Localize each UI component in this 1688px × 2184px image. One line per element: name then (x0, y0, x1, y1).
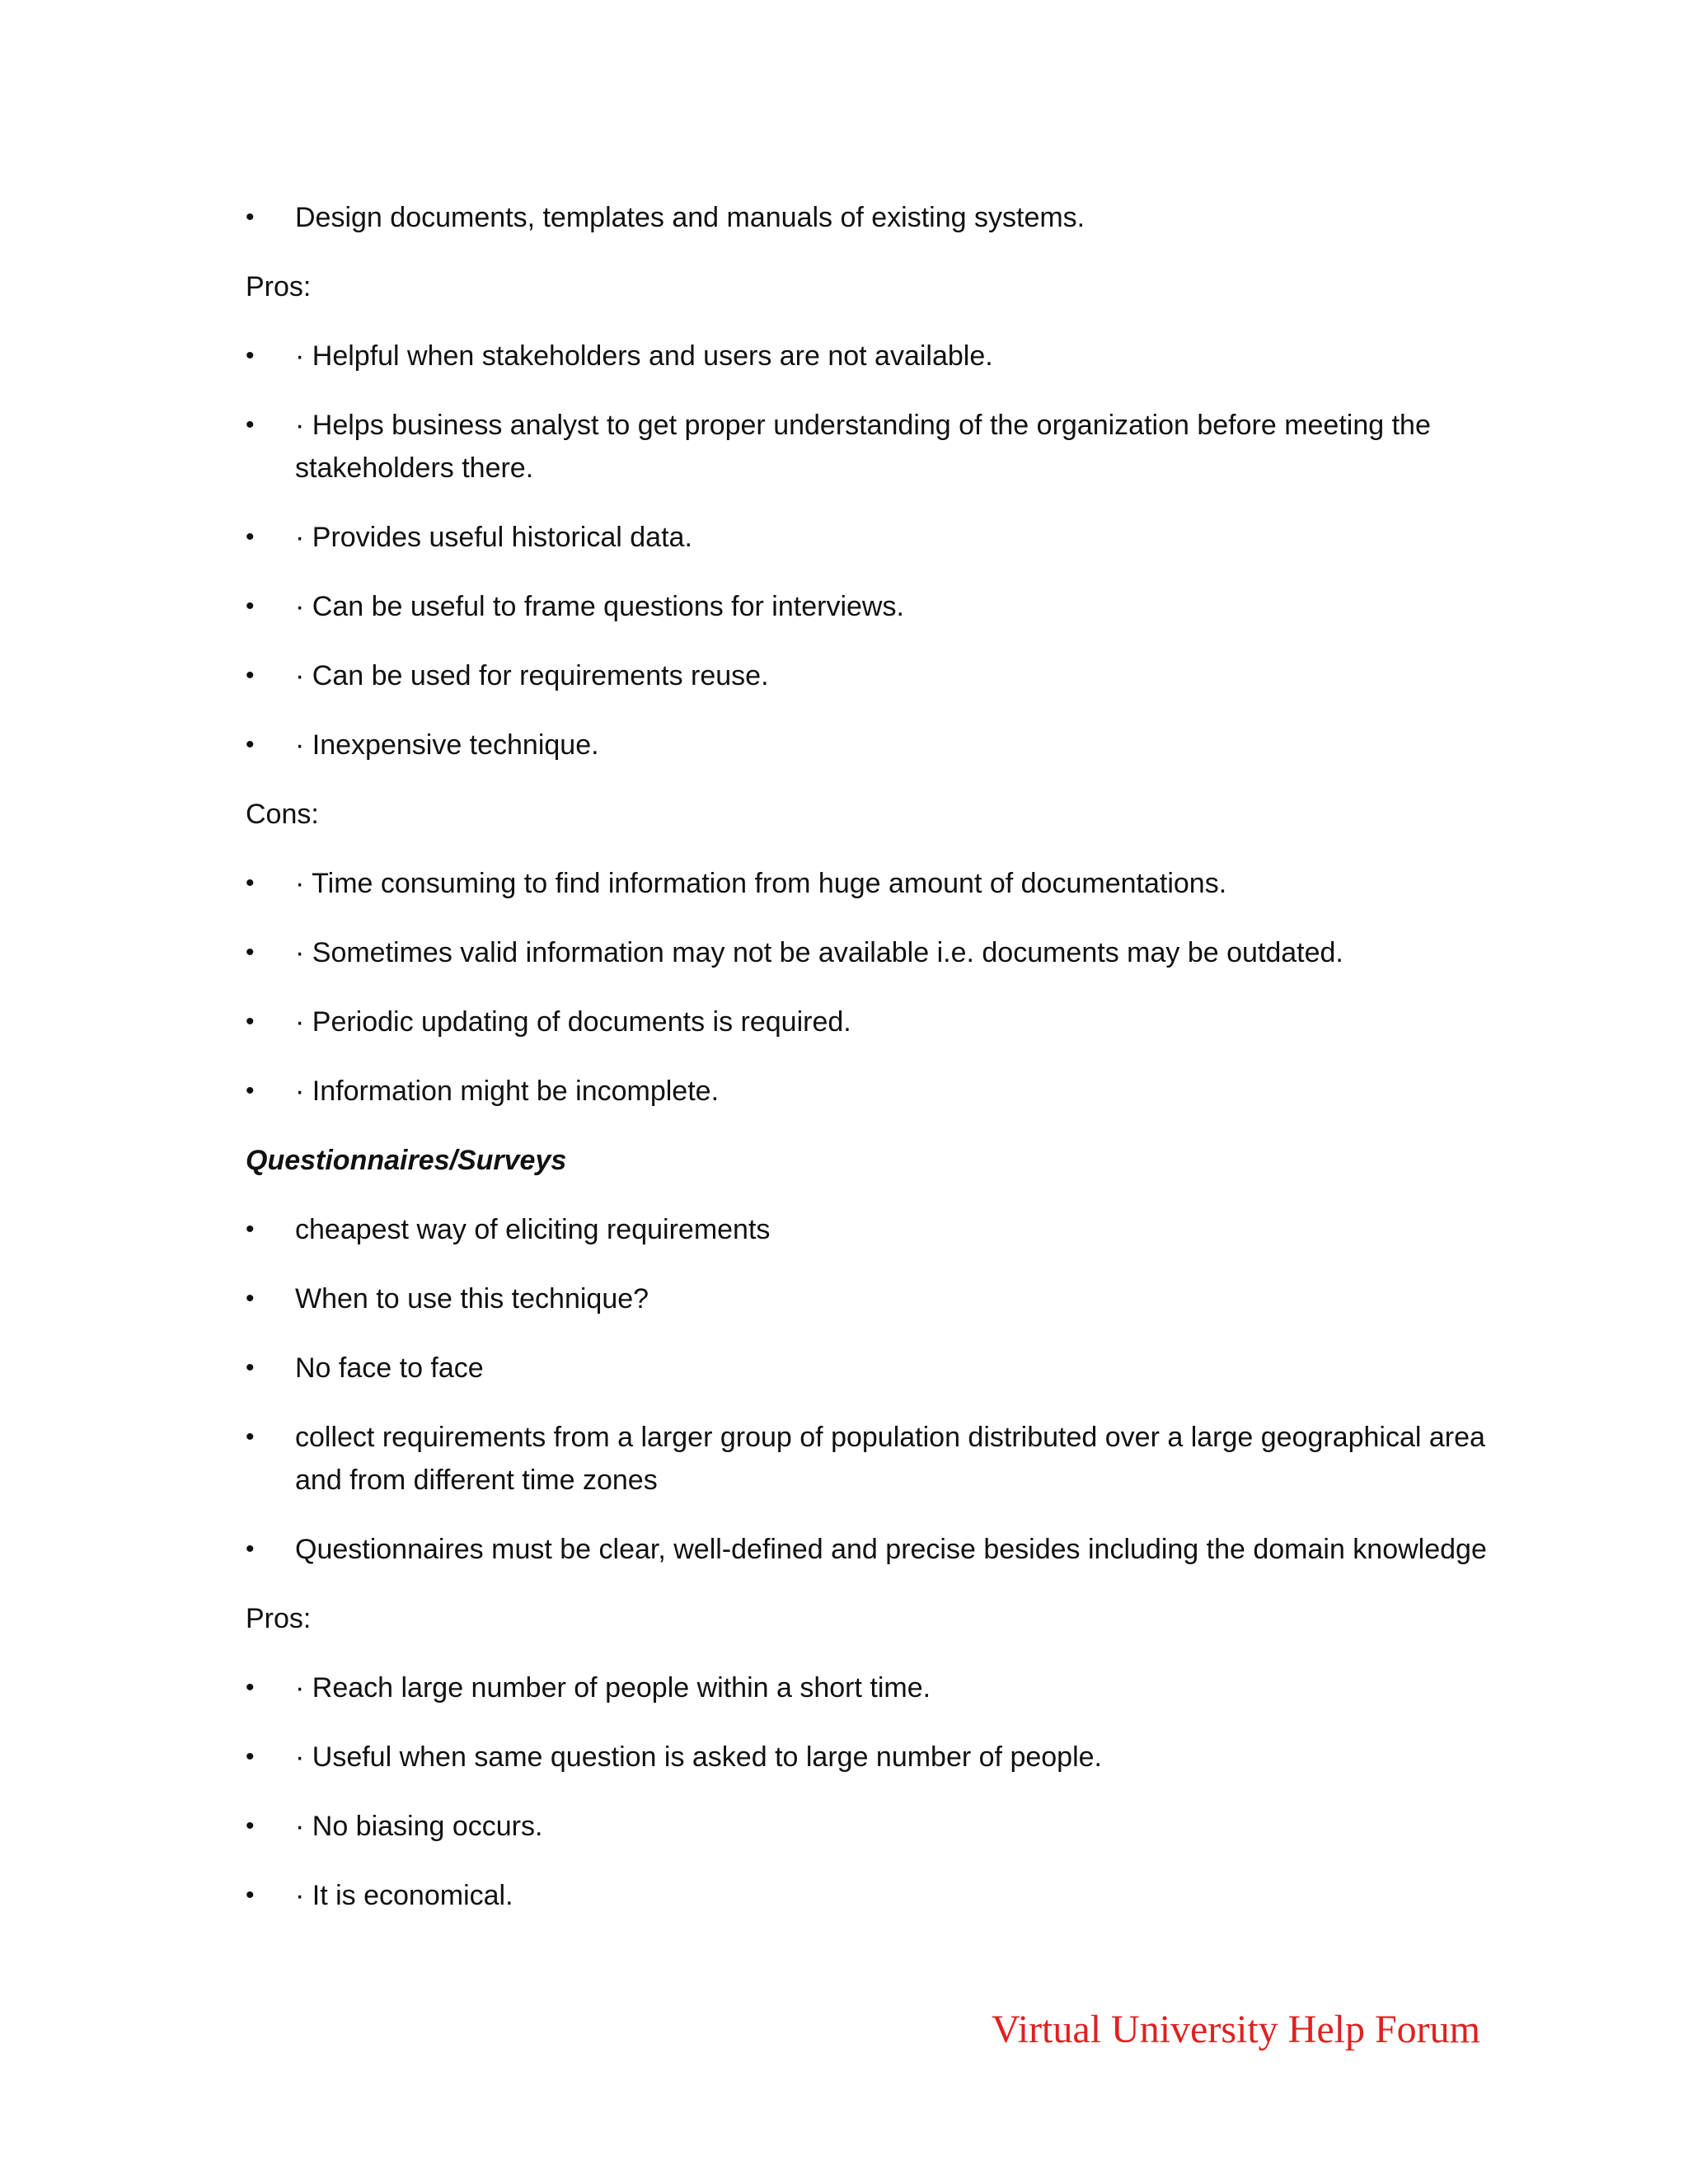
list-item (246, 1070, 1498, 1113)
list-item (246, 1001, 1498, 1043)
bullet-glyph: • (246, 1812, 255, 1840)
pros-label: Pros: (246, 1603, 312, 1634)
list-item-text: · It is economical. (295, 1880, 513, 1911)
bullet-glyph: • (246, 342, 255, 369)
list-item-text: cheapest way of eliciting requirements (295, 1214, 771, 1245)
list-item-text: · Time consuming to find information from huge amount of documentations. (295, 868, 1227, 899)
list-item-text: · Sometimes valid information may not be available i.e. documents may be outdated. (295, 937, 1343, 968)
list-item-text: · Information might be incomplete. (295, 1076, 720, 1107)
list-item (246, 931, 1498, 974)
list-item (246, 862, 1498, 905)
list-item-text: · Provides useful historical data. (295, 522, 692, 553)
bullet-glyph: • (246, 1354, 255, 1381)
document-body (246, 196, 1498, 1943)
list-item-text: · Inexpensive technique. (295, 729, 599, 761)
list-item (246, 1208, 1498, 1251)
bullet-glyph: • (246, 593, 255, 620)
list-item-text: · Can be useful to frame questions for interviews. (295, 591, 904, 622)
list-item-text: · Periodic updating of documents is required. (295, 1006, 851, 1038)
bullet-glyph: • (246, 1423, 255, 1451)
list-item-text: No face to face (295, 1352, 484, 1384)
list-item (246, 1874, 1498, 1917)
bullet-glyph: • (246, 662, 255, 689)
list-item (246, 516, 1498, 559)
list-item-text: Design documents, templates and manuals of existing systems. (295, 202, 1085, 233)
bullet-glyph: • (246, 1882, 255, 1909)
list-item (246, 196, 1498, 239)
list-item (246, 724, 1498, 766)
list-item-text: · No biasing occurs. (295, 1811, 543, 1842)
list-item (246, 1347, 1498, 1390)
list-item-text: collect requirements from a larger group of population distributed over a large geographical area and from different time zones (295, 1422, 1485, 1496)
bullet-glyph: • (246, 939, 255, 966)
bullet-glyph: • (246, 1674, 255, 1701)
cons-label: Cons: (246, 799, 319, 830)
list-item (246, 1528, 1498, 1571)
list-item (246, 1736, 1498, 1779)
bullet-glyph: • (246, 411, 255, 438)
list-item-text: · Useful when same question is asked to large number of people. (295, 1741, 1102, 1773)
bullet-glyph: • (246, 1743, 255, 1770)
bullet-glyph: • (246, 1008, 255, 1035)
bullet-glyph: • (246, 1216, 255, 1243)
list-item (246, 585, 1498, 628)
list-item-text: · Reach large number of people within a short time. (295, 1672, 931, 1704)
bullet-glyph: • (246, 204, 255, 231)
bullet-glyph: • (246, 1535, 255, 1563)
list-item (246, 1805, 1498, 1848)
bullet-glyph: • (246, 1285, 255, 1312)
list-item (246, 1666, 1498, 1709)
list-item (246, 335, 1498, 377)
list-item-text: · Can be used for requirements reuse. (295, 660, 769, 691)
list-item-text: When to use this technique? (295, 1283, 649, 1315)
list-item (246, 1277, 1498, 1320)
list-item-text: · Helpful when stakeholders and users are not available. (295, 340, 993, 372)
pros-label: Pros: (246, 271, 312, 302)
section-heading: Questionnaires/Surveys (246, 1145, 567, 1176)
list-item (246, 654, 1498, 697)
list-item-text: · Helps business analyst to get proper understanding of the organization before meeting the stakeholders there. (295, 410, 1431, 484)
list-item (246, 1416, 1498, 1502)
list-item (246, 404, 1498, 490)
footer-watermark: Virtual University Help Forum (991, 2008, 1480, 2051)
bullet-glyph: • (246, 1077, 255, 1104)
bullet-glyph: • (246, 731, 255, 758)
bullet-glyph: • (246, 869, 255, 897)
bullet-glyph: • (246, 523, 255, 551)
list-item-text: Questionnaires must be clear, well-defined and precise besides including the domain knowledge (295, 1534, 1487, 1565)
